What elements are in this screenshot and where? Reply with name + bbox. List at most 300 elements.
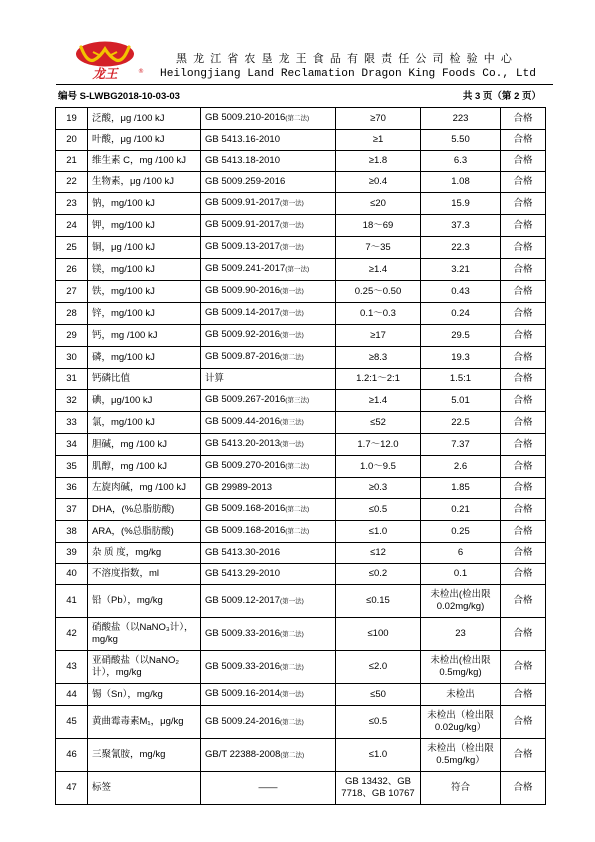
row-number: 33 <box>66 416 77 428</box>
test-item: 生物素，μg /100 kJ <box>92 176 175 187</box>
test-result-cell <box>421 478 501 499</box>
test-result: 未检出(检出限 0.5mg/kg) <box>430 655 491 678</box>
test-result: 未检出（检出限 0.02ug/kg） <box>427 710 494 733</box>
row-number-cell <box>56 499 88 521</box>
test-item-cell <box>88 543 201 564</box>
test-method-cell <box>201 237 336 259</box>
standard-limit: ≥8.3 <box>368 351 388 363</box>
conclusion: 合格 <box>513 438 533 450</box>
conclusion-cell <box>501 130 546 151</box>
test-method-cell <box>201 739 336 772</box>
table-row <box>56 215 546 237</box>
test-result-cell <box>421 618 501 651</box>
row-number: 38 <box>66 525 77 537</box>
test-item: 不溶度指数，ml <box>92 568 160 579</box>
test-method: GB 5413.20-2013 <box>205 438 281 449</box>
standard-limit-cell <box>336 651 421 684</box>
test-method-cell <box>201 347 336 369</box>
test-result-cell <box>421 499 501 521</box>
row-number: 21 <box>66 155 77 166</box>
row-number: 40 <box>66 568 77 579</box>
test-result: 0.21 <box>451 503 470 515</box>
conclusion-cell <box>501 564 546 585</box>
test-item: 泛酸，μg /100 kJ <box>92 112 165 124</box>
standard-limit: ≤12 <box>370 547 386 558</box>
conclusion-cell <box>501 108 546 130</box>
test-method: GB 5413.29-2010 <box>205 568 281 579</box>
row-number: 35 <box>66 460 77 472</box>
table-row <box>56 564 546 585</box>
row-number-cell <box>56 651 88 684</box>
test-result-cell <box>421 706 501 739</box>
standard-limit-cell <box>336 151 421 172</box>
method-variant: (第一法) <box>280 332 304 339</box>
row-number-cell <box>56 172 88 193</box>
test-method-cell <box>201 172 336 193</box>
standard-limit: ≤100 <box>367 628 389 639</box>
test-method: —— <box>258 782 278 793</box>
test-item-cell <box>88 564 201 585</box>
table-row <box>56 281 546 303</box>
conclusion-cell <box>501 456 546 478</box>
test-method-cell <box>201 151 336 172</box>
method-variant: (第二法) <box>280 663 304 671</box>
test-result-cell <box>421 259 501 281</box>
test-item-cell <box>88 706 201 739</box>
test-method-cell <box>201 193 336 215</box>
method-variant: (第二法) <box>285 506 310 513</box>
row-number-cell <box>56 390 88 412</box>
standard-limit-cell <box>336 456 421 478</box>
test-result: 0.24 <box>451 307 470 319</box>
conclusion: 合格 <box>513 176 533 187</box>
standard-limit: ≤50 <box>370 688 386 700</box>
standard-limit: GB 13432、GB 7718、GB 10767 <box>341 776 415 799</box>
standard-limit: ≤52 <box>370 416 386 428</box>
test-method: GB 5009.92-2016 <box>205 329 281 340</box>
standard-limit: 1.0～9.5 <box>360 460 396 472</box>
conclusion: 合格 <box>513 503 533 515</box>
test-method: GB 5413.16-2010 <box>205 134 281 145</box>
test-result: 1.5:1 <box>449 373 472 384</box>
row-number: 41 <box>66 595 77 606</box>
method-variant: (第一法) <box>280 200 304 207</box>
test-item-cell <box>88 739 201 772</box>
standard-limit: ≤1.0 <box>368 525 388 537</box>
test-item: 氯，mg/100 kJ <box>92 416 155 428</box>
method-variant: (第三法) <box>285 397 310 404</box>
conclusion: 合格 <box>513 134 533 145</box>
test-method: GB 5009.259-2016 <box>205 176 286 187</box>
standard-limit: ≤1.0 <box>368 749 388 760</box>
conclusion: 合格 <box>513 568 533 579</box>
test-method-cell <box>201 108 336 130</box>
row-number-cell <box>56 193 88 215</box>
test-method: GB 5413.18-2010 <box>205 155 281 166</box>
row-number: 34 <box>66 438 77 450</box>
test-method-cell <box>201 521 336 543</box>
test-item: 三聚氰胺，mg/kg <box>92 749 166 760</box>
table-row <box>56 108 546 130</box>
table-row <box>56 193 546 215</box>
standard-limit: 18～69 <box>362 219 394 231</box>
row-number-cell <box>56 521 88 543</box>
test-item-cell <box>88 193 201 215</box>
method-variant: (第一法) <box>280 310 304 317</box>
test-result-cell <box>421 347 501 369</box>
method-variant: (第二法) <box>280 718 304 726</box>
row-number-cell <box>56 739 88 772</box>
test-result-cell <box>421 281 501 303</box>
test-method: GB 5009.168-2016 <box>205 503 286 514</box>
test-result: 5.01 <box>451 394 470 406</box>
standard-limit-cell <box>336 564 421 585</box>
test-result-cell <box>421 543 501 564</box>
test-results-table <box>55 107 546 805</box>
standard-limit-cell <box>336 390 421 412</box>
test-item: 肌醇，mg /100 kJ <box>92 460 167 472</box>
test-item: 钙磷比值 <box>92 373 131 384</box>
test-method: GB 5009.13-2017 <box>205 241 281 252</box>
standard-limit: ≤0.5 <box>368 716 388 727</box>
test-result: 22.5 <box>451 416 470 428</box>
test-method: GB 5009.168-2016 <box>205 525 286 536</box>
table-row <box>56 390 546 412</box>
conclusion: 合格 <box>513 285 533 297</box>
table-row <box>56 585 546 618</box>
test-method: GB 5009.91-2017 <box>205 219 281 230</box>
method-variant: (第一法) <box>280 441 304 448</box>
test-item: 叶酸，μg /100 kJ <box>92 134 165 145</box>
page-indicator: 共 3 页（第 2 页） <box>462 91 541 102</box>
test-method-cell <box>201 456 336 478</box>
test-result: 15.9 <box>451 197 470 209</box>
test-method-cell <box>201 651 336 684</box>
test-result-cell <box>421 193 501 215</box>
standard-limit: 1.2:1～2:1 <box>356 373 400 384</box>
standard-limit-cell <box>336 585 421 618</box>
table-row <box>56 684 546 706</box>
conclusion-cell <box>501 772 546 805</box>
test-method-cell <box>201 369 336 390</box>
test-method-cell <box>201 390 336 412</box>
test-result: 23 <box>455 628 466 639</box>
test-item: 维生素 C，mg /100 kJ <box>92 155 186 166</box>
standard-limit-cell <box>336 259 421 281</box>
standard-limit: ≥1.8 <box>368 155 388 166</box>
conclusion-cell <box>501 281 546 303</box>
test-result-cell <box>421 303 501 325</box>
test-result-cell <box>421 564 501 585</box>
test-result-cell <box>421 651 501 684</box>
test-result: 0.43 <box>451 285 470 297</box>
standard-limit-cell <box>336 478 421 499</box>
table-row <box>56 130 546 151</box>
table-row <box>56 618 546 651</box>
standard-limit: ≥1.4 <box>368 394 388 406</box>
test-method-cell <box>201 412 336 434</box>
test-result: 37.3 <box>451 219 470 231</box>
test-result-cell <box>421 390 501 412</box>
test-result: 6 <box>457 547 464 558</box>
table-row <box>56 259 546 281</box>
test-item: 铜，μg /100 kJ <box>92 241 156 253</box>
row-number: 19 <box>66 112 77 124</box>
standard-limit-cell <box>336 325 421 347</box>
test-result: 未检出（检出限 0.5mg/kg） <box>427 743 494 766</box>
test-result-cell <box>421 521 501 543</box>
row-number-cell <box>56 564 88 585</box>
test-item-cell <box>88 108 201 130</box>
row-number: 46 <box>66 749 77 760</box>
standard-limit-cell <box>336 412 421 434</box>
test-result: 19.3 <box>451 351 470 363</box>
standard-limit-cell <box>336 706 421 739</box>
test-result: 223 <box>452 112 469 124</box>
standard-limit-cell <box>336 172 421 193</box>
test-item: 锌，mg/100 kJ <box>92 307 155 319</box>
conclusion: 合格 <box>513 112 533 124</box>
test-item-cell <box>88 456 201 478</box>
row-number-cell <box>56 130 88 151</box>
test-method: GB 5009.91-2017 <box>205 197 281 208</box>
test-item-cell <box>88 281 201 303</box>
test-result-cell <box>421 130 501 151</box>
test-result-cell <box>421 237 501 259</box>
conclusion: 合格 <box>513 628 533 639</box>
conclusion: 合格 <box>513 482 533 493</box>
standard-limit-cell <box>336 739 421 772</box>
test-result-cell <box>421 325 501 347</box>
standard-limit-cell <box>336 772 421 805</box>
conclusion-cell <box>501 499 546 521</box>
test-item-cell <box>88 618 201 651</box>
conclusion: 合格 <box>513 155 533 166</box>
conclusion: 合格 <box>513 307 533 319</box>
conclusion: 合格 <box>513 373 533 384</box>
standard-limit: ≤0.15 <box>366 595 390 606</box>
method-variant: (第一法) <box>280 222 304 229</box>
method-variant: (第一法) <box>280 597 304 605</box>
row-number-cell <box>56 215 88 237</box>
test-item: 铅（Pb），mg/kg <box>92 595 163 606</box>
standard-limit-cell <box>336 237 421 259</box>
row-number-cell <box>56 281 88 303</box>
table-row <box>56 151 546 172</box>
row-number-cell <box>56 325 88 347</box>
standard-limit: 7～35 <box>365 241 391 253</box>
row-number: 39 <box>66 547 77 558</box>
test-method: GB 5009.12-2017 <box>205 594 281 606</box>
test-item-cell <box>88 130 201 151</box>
row-number-cell <box>56 543 88 564</box>
row-number: 31 <box>66 373 77 384</box>
row-number-cell <box>56 108 88 130</box>
table-row <box>56 651 546 684</box>
test-result: 3.21 <box>451 263 470 275</box>
row-number: 30 <box>66 351 77 363</box>
test-item: 黄曲霉毒素M₁，μg/kg <box>92 716 184 727</box>
conclusion: 合格 <box>513 329 533 341</box>
row-number-cell <box>56 456 88 478</box>
document-number: 编号 S-LWBG2018-10-03-03 <box>58 91 180 102</box>
conclusion-cell <box>501 259 546 281</box>
conclusion: 合格 <box>513 688 533 700</box>
test-result: 符合 <box>450 782 470 793</box>
conclusion-cell <box>501 193 546 215</box>
row-number: 43 <box>66 661 77 672</box>
standard-limit-cell <box>336 108 421 130</box>
test-item: 钾，mg/100 kJ <box>92 219 155 231</box>
table-row <box>56 499 546 521</box>
standard-limit-cell <box>336 369 421 390</box>
row-number: 28 <box>66 307 77 319</box>
table-row <box>56 172 546 193</box>
test-result-cell <box>421 172 501 193</box>
test-item: 镁，mg/100 kJ <box>92 263 155 275</box>
test-method: 计算 <box>205 373 225 384</box>
test-method-cell <box>201 499 336 521</box>
test-item-cell <box>88 499 201 521</box>
test-item: 锡（Sn），mg/kg <box>92 688 163 700</box>
test-item-cell <box>88 412 201 434</box>
test-method-cell <box>201 434 336 456</box>
conclusion: 合格 <box>513 351 533 363</box>
test-result: 7.37 <box>451 438 470 450</box>
standard-limit-cell <box>336 543 421 564</box>
test-result: 5.50 <box>451 134 470 145</box>
method-variant: (第一法) <box>280 691 304 698</box>
conclusion-cell <box>501 684 546 706</box>
standard-limit: 1.7～12.0 <box>357 438 399 450</box>
conclusion-cell <box>501 434 546 456</box>
standard-limit-cell <box>336 130 421 151</box>
conclusion: 合格 <box>513 547 533 558</box>
row-number: 20 <box>66 134 77 145</box>
conclusion: 合格 <box>513 460 533 472</box>
test-item: 标签 <box>92 782 112 793</box>
standard-limit-cell <box>336 347 421 369</box>
test-method: GB 5009.241-2017 <box>205 263 286 274</box>
test-method: GB 5413.30-2016 <box>205 547 281 558</box>
conclusion: 合格 <box>513 416 533 428</box>
test-result: 1.08 <box>451 176 470 187</box>
test-result: 6.3 <box>453 155 468 166</box>
test-item: 硝酸盐（以NaNO₃计），mg/kg <box>92 622 194 645</box>
test-method-cell <box>201 325 336 347</box>
conclusion: 合格 <box>513 716 533 727</box>
test-method-cell <box>201 478 336 499</box>
conclusion: 合格 <box>513 219 533 231</box>
conclusion-cell <box>501 347 546 369</box>
standard-limit-cell <box>336 499 421 521</box>
test-result-cell <box>421 456 501 478</box>
table-row <box>56 303 546 325</box>
conclusion-cell <box>501 172 546 193</box>
test-item-cell <box>88 369 201 390</box>
test-result: 2.6 <box>453 460 468 472</box>
conclusion: 合格 <box>513 241 533 253</box>
test-method-cell <box>201 564 336 585</box>
test-item-cell <box>88 237 201 259</box>
test-result: 1.85 <box>451 482 470 493</box>
standard-limit-cell <box>336 215 421 237</box>
test-method-cell <box>201 215 336 237</box>
test-item-cell <box>88 684 201 706</box>
table-row <box>56 412 546 434</box>
test-method: GB 5009.33-2016 <box>205 660 281 672</box>
test-item: 亚硝酸盐（以NaNO₂计），mg/kg <box>92 655 180 678</box>
test-result-cell <box>421 585 501 618</box>
row-number: 45 <box>66 716 77 727</box>
test-method: GB 5009.24-2016 <box>205 715 281 727</box>
row-number: 32 <box>66 394 77 406</box>
row-number-cell <box>56 369 88 390</box>
row-number: 37 <box>66 503 77 515</box>
conclusion-cell <box>501 478 546 499</box>
table-row <box>56 706 546 739</box>
row-number: 44 <box>66 688 77 700</box>
test-result: 0.1 <box>453 568 468 579</box>
method-variant: (第一法) <box>280 288 304 295</box>
test-method-cell <box>201 706 336 739</box>
table-row <box>56 521 546 543</box>
table-row <box>56 739 546 772</box>
conclusion-cell <box>501 151 546 172</box>
test-result: 未检出 <box>446 688 475 700</box>
row-number-cell <box>56 772 88 805</box>
standard-limit-cell <box>336 684 421 706</box>
method-variant: (第二法) <box>280 630 304 638</box>
conclusion-cell <box>501 521 546 543</box>
method-variant: (第一法) <box>280 244 304 251</box>
logo-wordmark: 龙王 <box>92 66 118 81</box>
conclusion: 合格 <box>513 394 533 406</box>
standard-limit: 0.1～0.3 <box>360 307 396 319</box>
test-method-cell <box>201 303 336 325</box>
test-item: 磷，mg/100 kJ <box>92 351 155 363</box>
test-method-cell <box>201 281 336 303</box>
row-number: 29 <box>66 329 77 341</box>
standard-limit-cell <box>336 303 421 325</box>
row-number-cell <box>56 259 88 281</box>
test-method-cell <box>201 772 336 805</box>
test-item-cell <box>88 303 201 325</box>
test-method: GB 5009.33-2016 <box>205 627 281 639</box>
test-item-cell <box>88 434 201 456</box>
conclusion: 合格 <box>513 197 533 209</box>
table-row <box>56 347 546 369</box>
test-method-cell <box>201 618 336 651</box>
test-result: 22.3 <box>451 241 470 253</box>
conclusion-cell <box>501 585 546 618</box>
test-item: ARA，(%总脂肪酸) <box>92 525 174 537</box>
test-method-cell <box>201 684 336 706</box>
row-number: 47 <box>66 782 77 793</box>
table-row <box>56 543 546 564</box>
row-number-cell <box>56 684 88 706</box>
row-number-cell <box>56 237 88 259</box>
test-item-cell <box>88 585 201 618</box>
registered-mark: ® <box>138 68 144 75</box>
standard-limit: ≤0.5 <box>368 503 388 515</box>
conclusion-cell <box>501 303 546 325</box>
conclusion-cell <box>501 325 546 347</box>
company-name-chinese: 黑 龙 江 省 农 垦 龙 王 食 品 有 限 责 任 公 司 检 验 中 心 <box>176 52 514 65</box>
row-number: 36 <box>66 482 77 493</box>
conclusion-cell <box>501 412 546 434</box>
method-variant: (第二法) <box>285 528 310 535</box>
